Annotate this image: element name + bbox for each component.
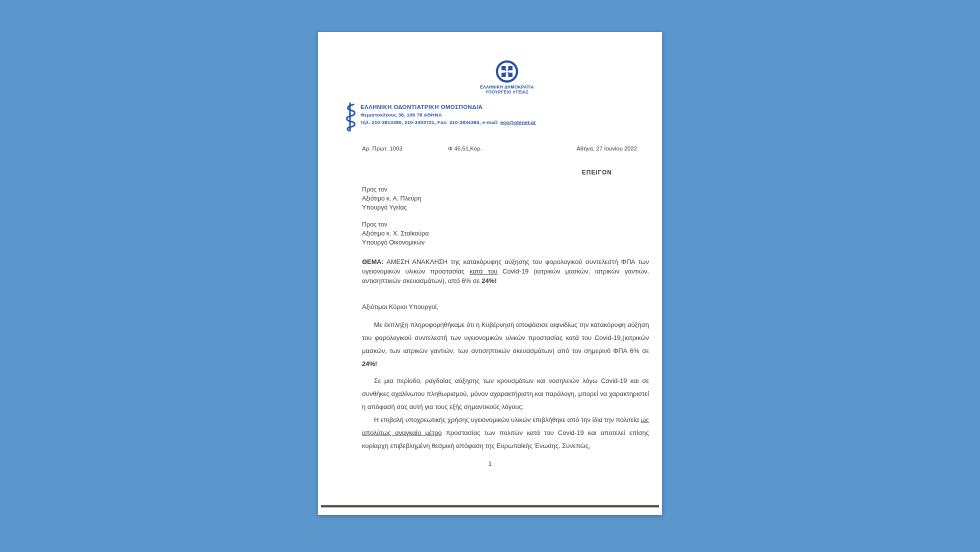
organization-contacts	[361, 119, 536, 127]
recipient-2-to: Προς τον	[362, 221, 388, 228]
urgency-label: ΕΠΕΙΓΟΝ	[581, 169, 612, 176]
recipient-1-title: Υπουργό Υγείας	[362, 204, 407, 211]
file-reference: Φ 45,51,Κορ.	[448, 146, 483, 152]
paragraph-1-emphasis: 24%!	[362, 360, 378, 368]
ministry-line-2: ΥΠΟΥΡΓΕΙΟ ΥΓΕΙΑΣ	[485, 89, 529, 95]
paragraph-2: Σε μια περίοδο, ραγδαίας αύξησης των κρουσμάτων και νοσηλειών λόγω Covid-19 και σε συνθήκες αχαλίνωτου πληθωρισμού, μόνον αχαρακτήριστη και παράλογη, μπορεί να χαρακτηριστεί η απόφασή σας αυτή για τους εξής σημαντικούς λόγους:	[362, 377, 649, 411]
ministry-line-1: ΕΛΛΗΝΙΚΗ ΔΗΜΟΚΡΑΤΙΑ	[480, 84, 534, 90]
organization-name: ΕΛΛΗΝΙΚΗ ΟΔΟΝΤΙΑΤΡΙΚΗ ΟΜΟΣΠΟΝΔΙΑ	[360, 104, 483, 111]
hellenic-republic-seal-icon	[335, 60, 679, 83]
page-number: 1	[488, 460, 492, 468]
paragraph-1	[362, 319, 649, 371]
document-page	[318, 32, 662, 515]
subject-emphasis: 24%!	[481, 277, 497, 285]
paragraph-3	[362, 414, 649, 453]
recipient-1-to: Προς τον	[362, 186, 388, 193]
recipient-1-name: Αξιότιμο κ. Α. Πλεύρη	[362, 195, 422, 202]
letter-date: Αθήνα, 27 Ιουνίου 2022	[576, 146, 637, 152]
subject-label: ΘΕΜΑ:	[362, 258, 384, 266]
paragraph-3-text-1: Η επιβολή υποχρεωτικής χρήσης υγειονομικών υλικών επιβλήθηκε από την ίδια την πολιτεία	[374, 416, 641, 424]
subject-text-2: Covid-19 (ιατρικών μασκών, ιατρικών γαντιών, αντισηπτικών σκευασμάτων), από 6% σε	[362, 267, 649, 285]
contact-text: τηλ. 210-3813380, 210-3303721, Fax: 210-3834385, e-mail:	[360, 120, 501, 126]
recipients-block	[362, 185, 662, 247]
recipient-2-name: Αξιότιμο κ. Χ. Σταϊκούρα	[362, 230, 429, 237]
salutation: Αξιότιμοι Κύριοι Υπουργοί,	[362, 303, 439, 311]
paragraph-3-underlined: ως απολύτως αναγκαίο μέτρο	[362, 416, 649, 437]
letterhead	[344, 102, 662, 136]
recipient-2-title: Υπουργό Οικονομικών	[362, 239, 425, 246]
protocol-number: Αρ. Πρωτ. 1003	[362, 146, 403, 152]
paragraph-3-text-2: προστασίας των πολιτών κατά του Covid-19 και αποτελεί επίσης κυρίαρχη επιβεβλημένη θεσμική απόφαση της Ευρωπαϊκής Ένωσης. Συνεπώς,	[362, 429, 649, 450]
document-page-wrap	[318, 32, 662, 515]
recipient-2	[362, 220, 662, 247]
scan-edge-shadow	[321, 505, 659, 508]
letterhead-text	[361, 102, 536, 127]
meta-row	[318, 146, 662, 154]
organization-address: Θεμιστοκλέους 38, 106 78 ΑΘΗΝΑ	[360, 112, 442, 118]
subject-block	[362, 257, 649, 286]
paragraph-1-text: Με έκπληξη πληροφορηθήκαμε ότι η Κυβέρνηση αποφάσισε αιφνιδίως την κατακόρυφη αύξηση του φορολογικού συντελεστή των υγειονομικών υλικών προστασίας κατά του Covid-19,(ιατρικών μασκών, των ιατρικών γαντιών, των αντισηπτικών σκευασμάτων) από τον σημερινό ΦΠΑ 6% σε	[362, 321, 649, 355]
subject-text-1: ΑΜΕΣΗ ΑΝΑΚΛΗΣΗ της κατακόρυφης αύξησης του φορολογικού συντελεστή ΦΠΑ των υγειονομικών υλικών προστασίας	[362, 258, 649, 275]
recipient-1	[362, 185, 662, 212]
asclepius-staff-icon	[344, 102, 356, 136]
subject-underlined: κατά του	[469, 267, 498, 275]
emblem-block	[335, 60, 679, 95]
email-link[interactable]: eoo@otenet.gr	[500, 120, 536, 126]
